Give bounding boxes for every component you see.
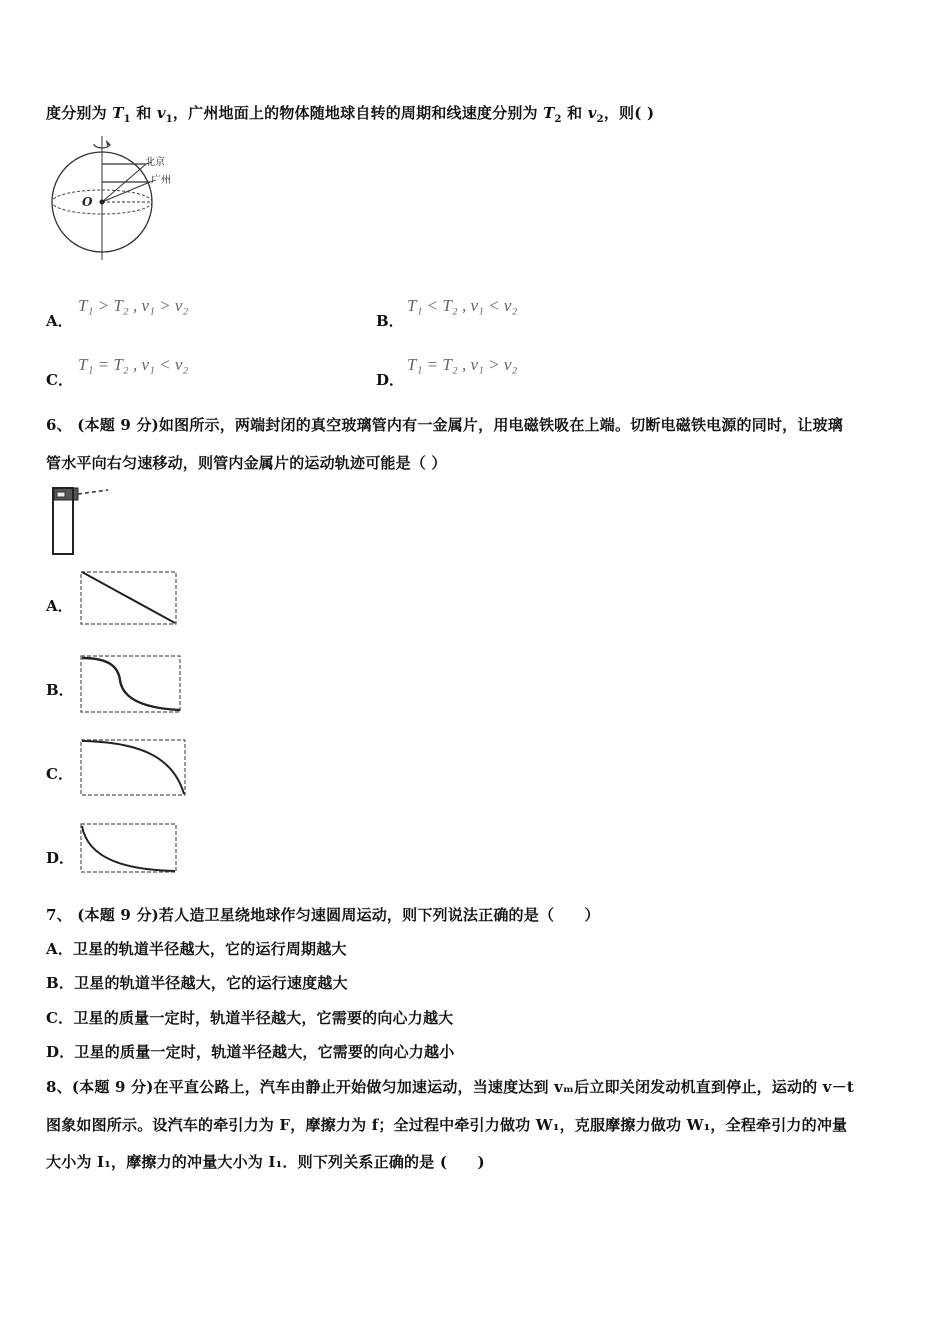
metal-piece <box>57 492 65 497</box>
q5-option-a-formula: T₁ > T₂ , v₁ > v₂ <box>78 296 189 315</box>
q7-option-a[interactable]: A．卫星的轨道半径越大，它的运行周期越大 <box>46 940 347 958</box>
q6-option-c-letter[interactable]: C． <box>46 765 73 783</box>
q6-option-a-letter[interactable]: A． <box>46 597 73 615</box>
q5-v2-sub: 2 <box>596 114 604 125</box>
earth-rotation-figure <box>48 132 188 264</box>
q5-v2: v <box>587 104 597 122</box>
trajectory-concave-up <box>82 826 175 871</box>
q5-option-c-formula: T₁ = T₂ , v₁ < v₂ <box>78 355 189 374</box>
center-dot <box>100 200 105 205</box>
q5-option-c-letter[interactable]: C． <box>46 371 73 389</box>
q6-option-d-figure <box>78 820 180 876</box>
trajectory-s-curve <box>82 658 180 710</box>
q5-stem-part2: ，广州地面上的物体随地球自转的周期和线速度分别为 <box>172 104 544 122</box>
q6-option-d-letter[interactable]: D． <box>46 849 75 867</box>
label-guangzhou: 广州 <box>151 175 171 186</box>
q5-option-a-letter[interactable]: A． <box>46 312 73 330</box>
q7-stem: 7、 (本题 9 分)若人造卫星绕地球作匀速圆周运动，则下列说法正确的是（ ） <box>46 906 600 924</box>
q8-stem-line2: 图象如图所示。设汽车的牵引力为 F，摩擦力为 f；全过程中牵引力做功 W₁，克服摩擦力做功 W₁，全程牵引力的冲量 <box>46 1116 848 1134</box>
glass-tube-figure <box>48 484 114 558</box>
q5-option-b-formula: T₁ < T₂ , v₁ < v₂ <box>407 296 518 315</box>
q6-option-b-figure <box>78 652 184 716</box>
q5-stem-part1: 度分别为 <box>46 104 113 122</box>
q5-T2: T <box>543 104 555 122</box>
q5-T1: T <box>112 104 124 122</box>
q6-stem-line1: 6、 (本题 9 分)如图所示，两端封闭的真空玻璃管内有一金属片，用电磁铁吸在上端。切断电磁铁电源的同时，让玻璃 <box>46 416 843 434</box>
magnet-wire <box>78 490 108 494</box>
q7-option-b[interactable]: B．卫星的轨道半径越大，它的运行速度越大 <box>46 974 348 992</box>
label-beijing: 北京 <box>145 157 165 168</box>
q5-option-d-formula: T₁ = T₂ , v₁ > v₂ <box>407 355 518 374</box>
trajectory-concave-down <box>82 741 184 794</box>
q5-v1: v <box>156 104 166 122</box>
q7-option-c[interactable]: C．卫星的质量一定时，轨道半径越大，它需要的向心力越大 <box>46 1009 454 1027</box>
radius-beijing <box>102 164 146 202</box>
q5-option-b-letter[interactable]: B． <box>376 312 404 330</box>
q8-stem-line3: 大小为 I₁，摩擦力的冲量大小为 I₁．则下列关系正确的是 ( ) <box>46 1153 485 1171</box>
q6-option-c-figure <box>78 736 188 800</box>
trajectory-straight <box>82 572 175 623</box>
q6-option-a-figure <box>78 568 180 630</box>
q5-option-d-letter[interactable]: D． <box>376 371 405 389</box>
q5-stem <box>46 102 654 125</box>
q7-option-d[interactable]: D．卫星的质量一定时，轨道半径越大，它需要的向心力越小 <box>46 1043 455 1061</box>
q5-and1: 和 <box>130 104 157 122</box>
q6-stem-line2: 管水平向右匀速移动，则管内金属片的运动轨迹可能是（ ） <box>46 454 447 472</box>
q5-T2-sub: 2 <box>554 114 562 125</box>
q5-stem-end: ，则( ) <box>603 104 655 122</box>
q8-stem-line1: 8、(本题 9 分)在平直公路上，汽车由静止开始做匀加速运动，当速度达到 vₘ后立即关闭发动机直到停止，运动的 v－t <box>46 1078 855 1096</box>
q5-and2: 和 <box>561 104 588 122</box>
radius-guangzhou <box>102 182 150 202</box>
q5-T1-sub: 1 <box>123 114 131 125</box>
q6-option-b-letter[interactable]: B． <box>46 681 74 699</box>
label-center: O <box>82 195 93 209</box>
q5-v1-sub: 1 <box>165 114 173 125</box>
